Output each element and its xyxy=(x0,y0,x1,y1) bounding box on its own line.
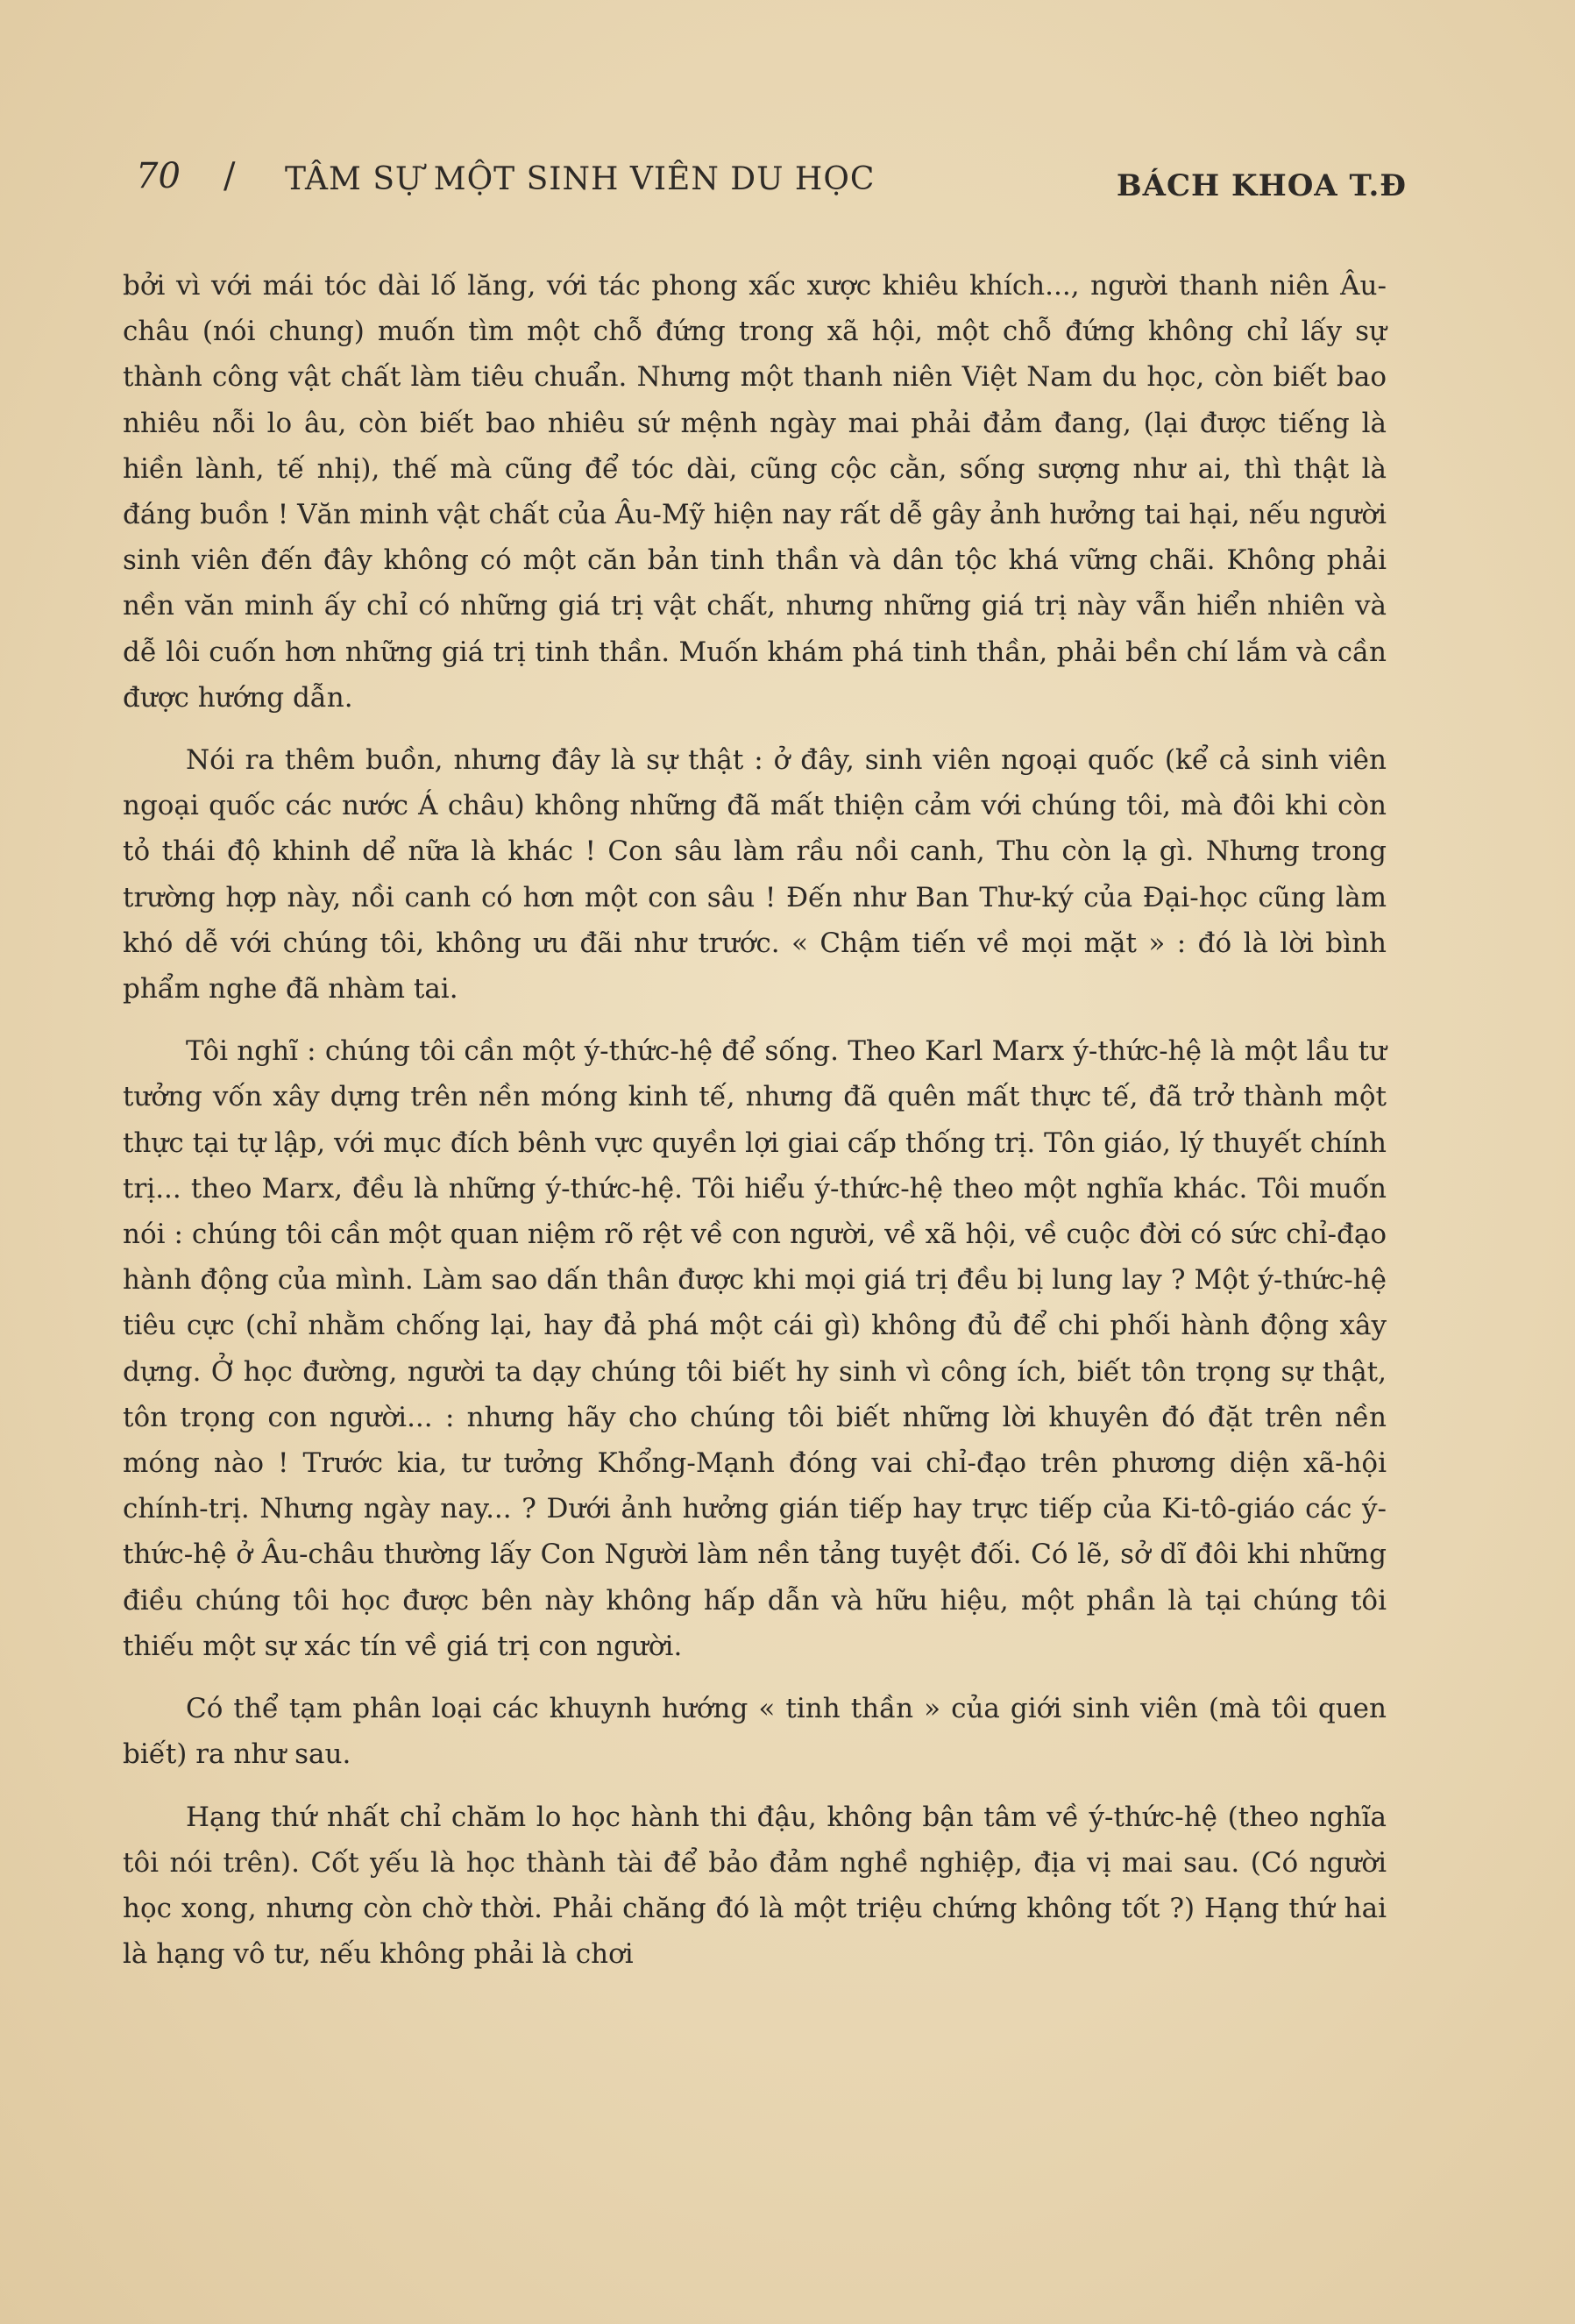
page-header xyxy=(136,156,1407,209)
paragraph-2: Nói ra thêm buồn, nhưng đây là sự thật : ở đây, sinh viên ngoại quốc (kể cả sinh viên ngoại quốc các nước Á châu) không những đã mất thiện cảm với chúng tôi, mà đôi khi còn tỏ thái độ khinh dể nữa là khác ! Con sâu làm rầu nồi canh, Thu còn lạ gì. Nhưng trong trường hợp này, nồi canh có hơn một con sâu ! Đến như Ban Thư-ký của Đại-học cũng làm khó dễ với chúng tôi, không ưu đãi như trước. « Chậm tiến về mọi mặt » : đó là lời bình phẩm nghe đã nhàm tai. xyxy=(123,744,1387,1006)
article-body xyxy=(123,263,1387,1994)
journal-name: BÁCH KHOA T.Đ xyxy=(1116,168,1407,203)
paragraph-3: Tôi nghĩ : chúng tôi cần một ý-thức-hệ để sống. Theo Karl Marx ý-thức-hệ là một lầu tư tưởng vốn xây dựng trên nền móng kinh tế, nhưng đã quên mất thực tế, đã trở thành một thực tại tự lập, với mục đích bênh vực quyền lợi giai cấp thống trị. Tôn giáo, lý thuyết chính trị... theo Marx, đều là những ý-thức-hệ. Tôi hiểu ý-thức-hệ theo một nghĩa khác. Tôi muốn nói : chúng tôi cần một quan niệm rõ rệt về con người, về xã hội, về cuộc đời có sức chỉ-đạo hành động của mình. Làm sao dấn thân được khi mọi giá trị đều bị lung lay ? Một ý-thức-hệ tiêu cực (chỉ nhằm chống lại, hay đả phá một cái gì) không đủ để chi phối hành động xây dựng. Ở học đường, người ta dạy chúng tôi biết hy sinh vì công ích, biết tôn trọng sự thật, tôn trọng con người... : nhưng hãy cho chúng tôi biết những lời khuyên đó đặt trên nền móng nào ! Trước kia, tư tưởng Khổng-Mạnh đóng vai chỉ-đạo trên phương diện xã-hội chính-trị. Nhưng ngày nay... ? Dưới ảnh hưởng gián tiếp hay trực tiếp của Ki-tô-giáo các ý-thức-hệ ở Âu-châu thường lấy Con Người làm nền tảng tuyệt đối. Có lẽ, sở dĩ đôi khi những điều chúng tôi học được bên này không hấp dẫn và hữu hiệu, một phần là tại chúng tôi thiếu một sự xác tín về giá trị con người. xyxy=(123,1035,1387,1662)
paragraph-5: Hạng thứ nhất chỉ chăm lo học hành thi đậu, không bận tâm về ý-thức-hệ (theo nghĩa tôi nói trên). Cốt yếu là học thành tài để bảo đảm nghề nghiệp, địa vị mai sau. (Có người học xong, nhưng còn chờ thời. Phải chăng đó là một triệu chứng không tốt ?) Hạng thứ hai là hạng vô tư, nếu không phải là chơi xyxy=(123,1801,1387,1971)
paragraph-4: Có thể tạm phân loại các khuynh hướng « tinh thần » của giới sinh viên (mà tôi quen biết) ra như sau. xyxy=(123,1693,1387,1771)
page-number: 70 xyxy=(136,156,181,196)
running-title: TÂM SỰ MỘT SINH VIÊN DU HỌC xyxy=(285,161,876,197)
paragraph-1: bởi vì với mái tóc dài lố lăng, với tác phong xấc xược khiêu khích..., người thanh niên Âu-châu (nói chung) muốn tìm một chỗ đứng trong xã hội, một chỗ đứng không chỉ lấy sự thành công vật chất làm tiêu chuẩn. Nhưng một thanh niên Việt Nam du học, còn biết bao nhiêu nỗi lo âu, còn biết bao nhiêu sứ mệnh ngày mai phải đảm đang, (lại được tiếng là hiền lành, tế nhị), thế mà cũng để tóc dài, cũng cộc cằn, sống sượng như ai, thì thật là đáng buồn ! Văn minh vật chất của Âu-Mỹ hiện nay rất dễ gây ảnh hưởng tai hại, nếu người sinh viên đến đây không có một căn bản tinh thần và dân tộc khá vững chãi. Không phải nền văn minh ấy chỉ có những giá trị vật chất, nhưng những giá trị này vẫn hiển nhiên và dễ lôi cuốn hơn những giá trị tinh thần. Muốn khám phá tinh thần, phải bền chí lắm và cần được hướng dẫn. xyxy=(123,270,1387,714)
header-separator: / xyxy=(223,156,236,196)
